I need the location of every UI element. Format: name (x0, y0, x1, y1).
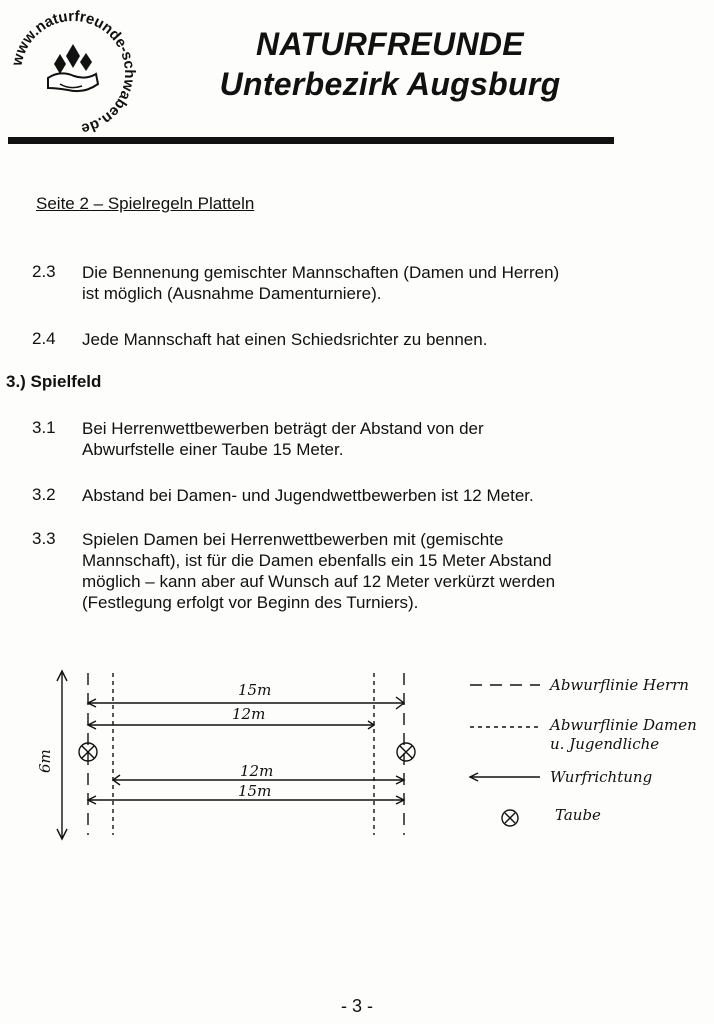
item-number: 2.3 (32, 262, 56, 281)
label-bottom-15: 15m (238, 782, 272, 800)
item-number: 2.4 (32, 329, 56, 348)
label-top-15: 15m (238, 681, 272, 699)
item-line: (Festlegung erfolgt vor Beginn des Turniers). (82, 593, 419, 612)
page-number: - 3 - (340, 996, 373, 1016)
item-line: Abwurfstelle einer Taube 15 Meter. (82, 440, 344, 459)
item-line: Mannschaft), ist für die Damen ebenfalls ein 15 Meter Abstand (82, 551, 552, 570)
item-line: Bei Herrenwettbewerben beträgt der Abstand von der (82, 419, 484, 438)
item-text (82, 262, 662, 304)
dove-right-icon (397, 743, 415, 761)
item-text (82, 329, 662, 350)
item-line: Abstand bei Damen- und Jugendwettbewerben ist 12 Meter. (82, 486, 534, 505)
logo-ring-text: www.naturfreunde-schwaben.de (8, 7, 139, 138)
section-heading: 3.) Spielfeld (6, 372, 102, 391)
item-number: 3.2 (32, 485, 56, 504)
item-line: ist möglich (Ausnahme Damenturniere). (82, 284, 382, 303)
header-rule (8, 137, 614, 144)
legend-label-youth: u. Jugendliche (550, 735, 660, 753)
item-text (82, 418, 662, 460)
page-subtitle: Seite 2 – Spielregeln Platteln (36, 194, 255, 213)
naturfreunde-logo (4, 4, 142, 142)
item-line: Spielen Damen bei Herrenwettbewerben mit (gemischte (82, 530, 504, 549)
item-line: Die Bennenung gemischter Mannschaften (Damen und Herren) (82, 263, 560, 282)
field-diagram (36, 655, 710, 845)
label-bottom-12: 12m (240, 762, 274, 780)
item-text (82, 529, 662, 613)
legend-dove-icon (502, 810, 518, 826)
flower-hands-icon (48, 44, 98, 91)
legend-label-men: Abwurflinie Herrn (550, 676, 689, 694)
item-line: Jede Mannschaft hat einen Schiedsrichter zu bennen. (82, 330, 488, 349)
header-subtitle: Unterbezirk Augsburg (219, 66, 561, 102)
item-number: 3.3 (32, 529, 56, 548)
legend-label-women: Abwurflinie Damen (550, 716, 697, 734)
legend-label-dove: Taube (555, 806, 601, 824)
legend-label-direction: Wurfrichtung (550, 768, 653, 786)
item-text (82, 485, 662, 506)
item-number: 3.1 (32, 418, 56, 437)
label-width: 6m (36, 749, 54, 773)
header-title: NATURFREUNDE (256, 26, 524, 62)
label-top-12: 12m (232, 705, 266, 723)
item-line: möglich – kann aber auf Wunsch auf 12 Meter verkürzt werden (82, 572, 556, 591)
